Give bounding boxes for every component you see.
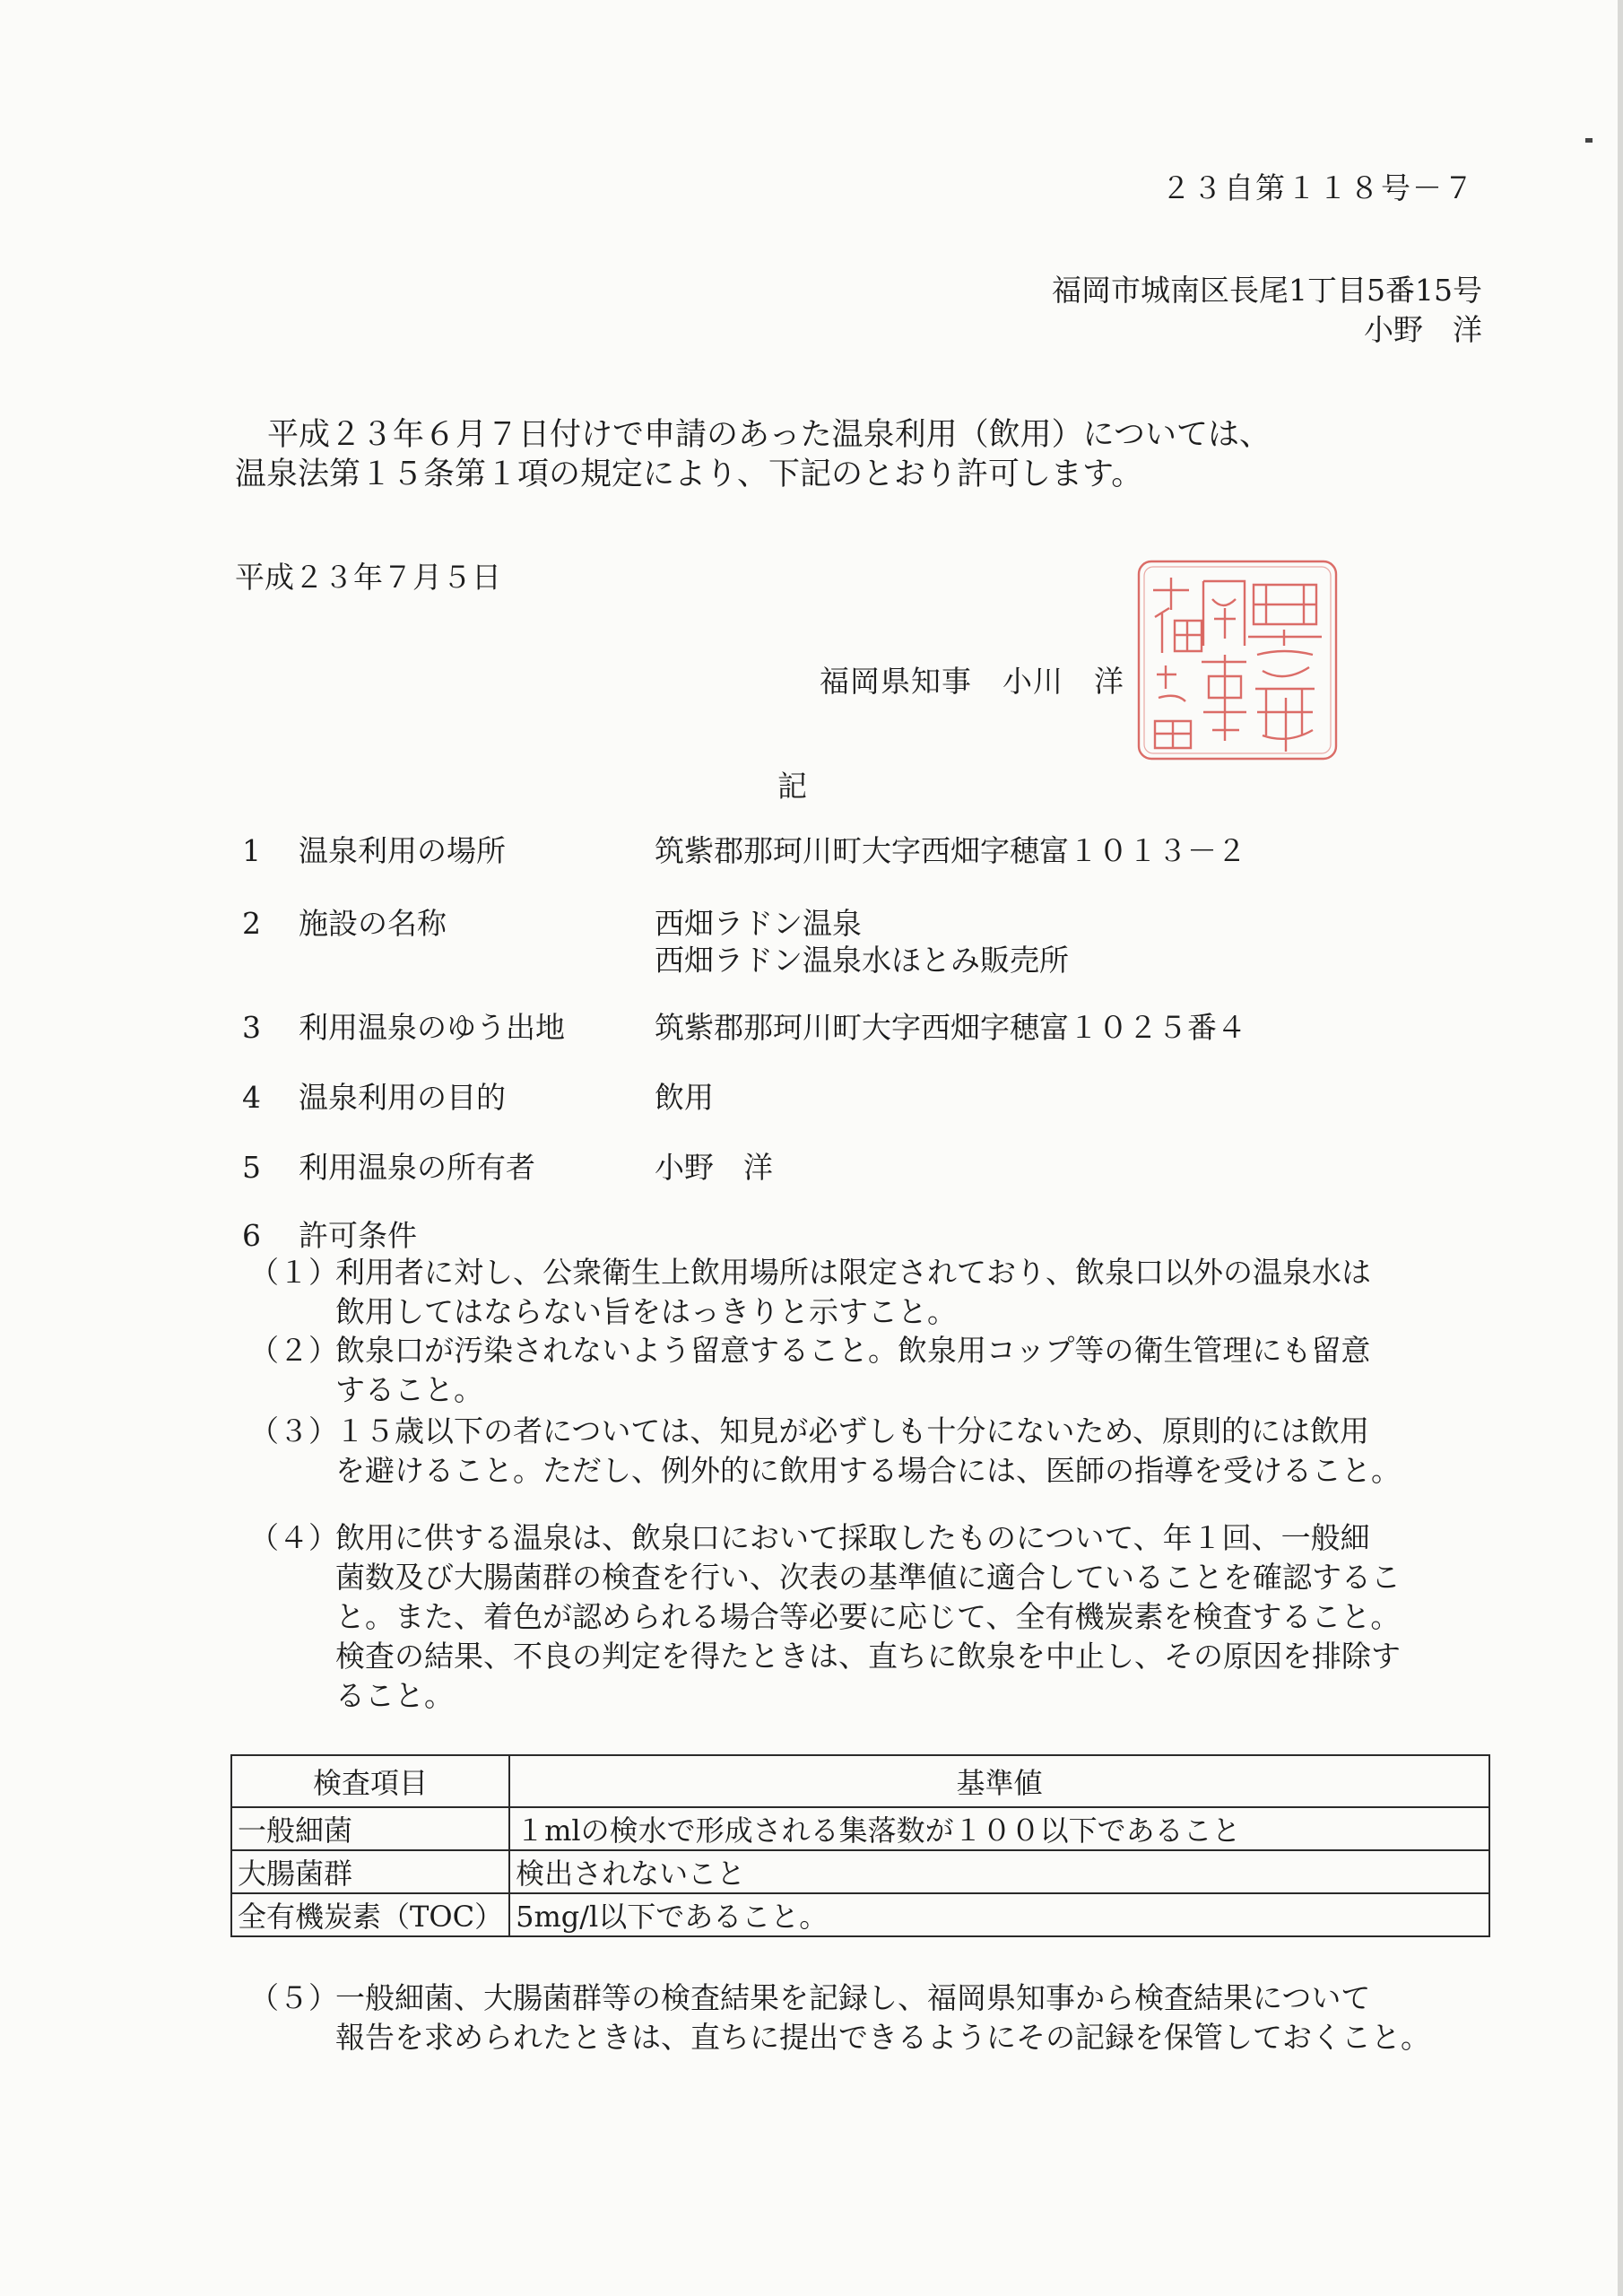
official-seal [1132, 554, 1343, 766]
body-line: 温泉法第１５条第１項の規定により、下記のとおり許可します。 [235, 457, 1143, 492]
condition-line: 飲泉口が汚染されないよう留意すること。飲泉用コップ等の衛生管理にも留意 [335, 1333, 1371, 1368]
condition-line: 利用者に対し、公衆衛生上飲用場所は限定されており、飲泉口以外の温泉水は [335, 1255, 1371, 1290]
item-value: 筑紫郡那珂川町大字西畑字穂富１０１３－２ [655, 833, 1246, 868]
condition-item [249, 1253, 1496, 1332]
table-cell: 一般細菌 [231, 1807, 509, 1850]
condition-number: （５） [249, 1980, 338, 2015]
issuer-name: 福岡県知事 小川 洋 [820, 664, 1124, 699]
condition-item [249, 1331, 1496, 1410]
scan-edge [1618, 0, 1623, 2296]
item-value: 飲用 [655, 1080, 714, 1115]
item-value: 小野 洋 [655, 1150, 773, 1185]
table-header: 基準値 [509, 1755, 1489, 1807]
condition-line: すること。 [335, 1372, 483, 1407]
condition-number: （２） [249, 1333, 338, 1368]
item-label: 施設の名称 [299, 906, 447, 941]
item-number: 2 [242, 906, 261, 941]
item-value: 西畑ラドン温泉 [655, 906, 862, 941]
item-value: 西畑ラドン温泉水ほとみ販売所 [655, 943, 1069, 978]
condition-line: と。また、着色が認められる場合等必要に応じて、全有機炭素を検査すること。 [335, 1599, 1401, 1634]
condition-line: 飲用に供する温泉は、飲泉口において採取したものについて、年１回、一般細 [335, 1520, 1370, 1555]
condition-item [249, 1979, 1496, 2057]
recipient-name: 小野 洋 [1364, 312, 1482, 347]
condition-line: 検査の結果、不良の判定を得たときは、直ちに飲泉を中止し、その原因を排除す [335, 1639, 1401, 1674]
condition-item [249, 1412, 1496, 1491]
condition-item [249, 1518, 1496, 1716]
table-cell: １mlの検水で形成される集落数が１００以下であること [509, 1807, 1489, 1850]
table-row [231, 1893, 1489, 1936]
item-value: 筑紫郡那珂川町大字西畑字穂富１０２５番４ [655, 1010, 1246, 1045]
condition-number: （４） [249, 1520, 338, 1555]
item-label: 利用温泉のゆう出地 [299, 1010, 565, 1045]
condition-line: 飲用してはならない旨をはっきりと示すこと。 [335, 1294, 957, 1329]
item-number: 1 [242, 833, 261, 868]
body-line: 平成２３年６月７日付けで申請のあった温泉利用（飲用）については、 [267, 417, 1271, 453]
recipient-address: 福岡市城南区長尾1丁目5番15号 [1052, 273, 1482, 308]
seal-text: 福岡県知事之印 [1132, 554, 1138, 555]
issue-date: 平成２３年７月５日 [235, 560, 501, 595]
document-number: ２３自第１１８号－７ [1161, 170, 1475, 205]
table-cell: 大腸菌群 [231, 1850, 509, 1893]
condition-number: （１） [249, 1255, 338, 1290]
scan-mark [1585, 138, 1593, 143]
table-row [231, 1850, 1489, 1893]
table-header-row [231, 1755, 1489, 1807]
standards-table [230, 1754, 1490, 1937]
table-row [231, 1807, 1489, 1850]
conditions-number: 6 [242, 1218, 261, 1253]
body-paragraph [235, 415, 1490, 494]
table-cell: 全有機炭素（TOC） [231, 1893, 509, 1936]
condition-line: 一般細菌、大腸菌群等の検査結果を記録し、福岡県知事から検査結果について [335, 1980, 1371, 2015]
condition-line: １５歳以下の者については、知見が必ずしも十分にないため、原則的には飲用 [335, 1413, 1370, 1448]
ki-heading: 記 [777, 769, 807, 804]
item-label: 温泉利用の場所 [299, 833, 506, 868]
table-header: 検査項目 [231, 1755, 509, 1807]
condition-line: 菌数及び大腸菌群の検査を行い、次表の基準値に適合していることを確認するこ [335, 1560, 1401, 1595]
condition-line: 報告を求められたときは、直ちに提出できるようにその記録を保管しておくこと。 [335, 2020, 1430, 2055]
condition-line: を避けること。ただし、例外的に飲用する場合には、医師の指導を受けること。 [335, 1453, 1401, 1488]
table-cell: 検出されないこと [509, 1850, 1489, 1893]
item-label: 利用温泉の所有者 [299, 1150, 535, 1185]
condition-number: （３） [249, 1413, 338, 1448]
item-number: 3 [242, 1010, 261, 1045]
table-cell: 5mg/l以下であること。 [509, 1893, 1489, 1936]
conditions-heading: 許可条件 [299, 1218, 417, 1253]
item-label: 温泉利用の目的 [299, 1080, 506, 1115]
condition-line: ること。 [335, 1678, 454, 1713]
item-number: 4 [242, 1080, 261, 1115]
item-number: 5 [242, 1150, 261, 1185]
